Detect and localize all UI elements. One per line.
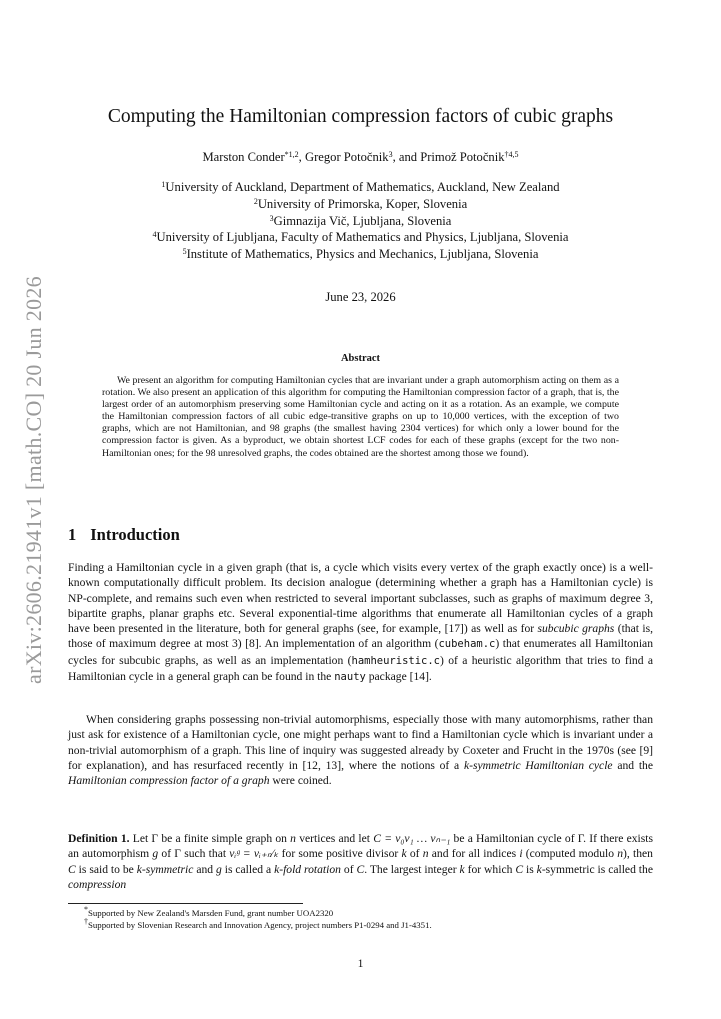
text-run: g [152, 847, 159, 861]
affiliation-number: 4 [152, 230, 157, 240]
text-run: k [536, 862, 542, 876]
text-run: and the [612, 758, 654, 772]
text-run: When considering graphs possessing non-trivial automorphisms, especially those with many automorphisms, rather than just ask for existence of a Hamiltonian cycle, one might perhaps want to find a Hamiltonian cycle which is invariant under a non-trivial automorphism of a graph. This line of inquiry was suggested already by Coxeter and Frucht in the 1970s (see [9] for explanation), and has resurfaced recently in [12, 13], where the notions of a [68, 713, 653, 772]
text-run: of [406, 847, 423, 861]
text-run: for some positive divisor [278, 847, 402, 861]
author-name: Gregor Potočnik [304, 150, 389, 164]
text-run: for which [464, 862, 516, 876]
footnote-text: Supported by New Zealand's Marsden Fund, grant number UOA2320 [88, 908, 334, 918]
text-run: ) of a heuristic algorithm that tries to find a Hamiltonian cycle in a general graph can be found in the [68, 653, 653, 684]
text-run: ), then [623, 847, 653, 861]
text-run: k [459, 862, 465, 876]
text-run: is called a [221, 862, 275, 876]
arxiv-identifier-stamp: arXiv:2606.21941v1 [math.CO] 20 Jun 2026 [21, 276, 46, 684]
affiliation-text: University of Primorska, Koper, Slovenia [257, 196, 468, 211]
text-run: ) that enumerates all Hamiltonian cycles for subcubic graphs, as well as an implementation ( [68, 637, 653, 667]
text-run: n [290, 832, 296, 845]
text-run: were coined. [269, 774, 332, 788]
footnote-mark: † [84, 917, 88, 926]
text-run: k-fold rotation [274, 862, 341, 876]
affiliation-line [0, 179, 721, 196]
text-run: Hamiltonian compression factor of a graph [68, 774, 270, 788]
text-run: C = v₀v₁ … vₙ₋₁ [373, 832, 451, 845]
author-affiliation-marks: †4,5 [504, 150, 519, 159]
text-run: k [401, 847, 407, 861]
text-run: is [523, 862, 537, 876]
text-run: g [216, 862, 222, 876]
page-number: 1 [357, 957, 364, 970]
definition-paragraph [68, 831, 653, 892]
text-run: package [14]. [365, 670, 432, 684]
affiliation-number: 2 [253, 196, 258, 206]
footnote-text: Supported by Slovenian Research and Innovation Agency, project numbers P1-0294 and J1-4351. [88, 920, 432, 930]
footnote-mark: * [84, 905, 88, 914]
section-title: Introduction [90, 525, 180, 544]
paper-title: Computing the Hamiltonian compression factors of cubic graphs [107, 106, 614, 127]
text-run: subcubic graphs [537, 622, 615, 636]
paper-date: June 23, 2026 [325, 290, 396, 304]
text-run: of [340, 862, 357, 876]
author-name: Primož Potočnik [420, 150, 505, 164]
affiliation-text: Institute of Mathematics, Physics and Mechanics, Ljubljana, Slovenia [186, 247, 539, 262]
text-run: C [515, 862, 524, 876]
text-run: compression [68, 877, 127, 891]
affiliation-list [0, 179, 721, 263]
text-run: vᵢᵍ = vᵢ₊ₙ⁄ₖ [229, 847, 279, 861]
footnote [84, 907, 654, 919]
text-run: and [193, 862, 216, 876]
text-run: n [422, 847, 429, 861]
text-run: Definition 1. [68, 832, 130, 845]
section-heading [68, 525, 180, 545]
text-run: k-symmetric [136, 862, 194, 876]
text-run: Finding a Hamiltonian cycle in a given graph (that is, a cycle which visits every vertex of the graph exactly once) is a well-known computationally difficult problem. Its decision analogue (determining whether a graph has a Hamiltonian cycle) is NP-complete, and remains such even when restricted to several important subclasses, such as graphs of maximum degree 3, bipartite graphs, planar graphs etc. Several exponential-time algorithms that enumerate all Hamiltonian cycles of a graph have been presented in the literature, both for general graphs (see, for example, [17]) as well as for [68, 561, 653, 636]
text-run: vertices and let [295, 832, 374, 845]
affiliation-number: 5 [182, 247, 187, 257]
abstract-text: We present an algorithm for computing Hamiltonian cycles that are invariant under a graph automorphism acting on them as a rotation. We also present an application of this algorithm for computing the Hamiltonian compression factor of a graph, that is, the largest order of an automorphism preserving some Hamiltonian cycle and acting on it as a rotation. As an example, we compute the Hamiltonian compression factors of all cubic edge-transitive graphs on up to 10,000 vertices, with the exception of two graphs, which are not Hamiltonian, and 98 graphs (the smallest having 2304 vertices) for which only a lower bound for the compression factor is given. As a byproduct, we obtain shortest LCF codes for each of these graphs (except for the two non-Hamiltonian ones; for the 98 unresolved graphs, the codes obtained are the shortest among those we found). [102, 375, 619, 459]
affiliation-number: 1 [161, 180, 166, 189]
affiliation-text: University of Auckland, Department of Mathematics, Auckland, New Zealand [165, 180, 560, 194]
affiliation-number: 3 [269, 213, 274, 223]
text-run: -symmetric is called the [541, 862, 653, 876]
section-number: 1 [68, 525, 77, 544]
author-name: Marston Conder [202, 150, 285, 164]
code-text: hamheuristic.c [351, 654, 441, 667]
abstract-heading: Abstract [340, 353, 381, 364]
text-run: n [617, 847, 624, 861]
text-run: Let Γ be a finite simple graph on [129, 832, 291, 845]
affiliation-line [0, 246, 721, 263]
author-separator: , and [392, 150, 421, 164]
text-run: C [356, 862, 365, 876]
text-run: (computed modulo [522, 847, 618, 861]
text-run: (that is, those of maximum degree at most 3) [8]. An implementation of an algorithm ( [68, 622, 653, 651]
text-run: and for all indices [428, 847, 520, 861]
affiliation-line [0, 196, 721, 213]
affiliation-line [0, 229, 721, 246]
footnote [84, 919, 654, 931]
text-run: be a Hamiltonian cycle of Γ. If there exists an automorphism [68, 832, 653, 861]
affiliation-text: Gimnazija Vič, Ljubljana, Slovenia [273, 213, 452, 228]
author-separator: , [298, 150, 305, 164]
author-affiliation-marks: *1,2 [284, 150, 299, 159]
intro-paragraph-1 [68, 560, 653, 685]
text-run: . The largest integer [364, 862, 460, 876]
footnote-rule [68, 903, 303, 904]
text-run: k-symmetric Hamiltonian cycle [463, 758, 613, 772]
text-run: of Γ such that [158, 847, 230, 861]
code-text: nauty [334, 671, 366, 684]
text-run: C [68, 862, 76, 876]
affiliation-text: University of Ljubljana, Faculty of Mathematics and Physics, Ljubljana, Slovenia [156, 230, 569, 245]
author-list [0, 150, 721, 165]
affiliation-line [0, 213, 721, 230]
text-run: i [519, 847, 523, 861]
code-text: cubeham.c [438, 638, 496, 651]
text-run: is said to be [75, 862, 137, 876]
intro-paragraph-2 [68, 712, 653, 788]
author-affiliation-marks: 3 [388, 150, 393, 159]
